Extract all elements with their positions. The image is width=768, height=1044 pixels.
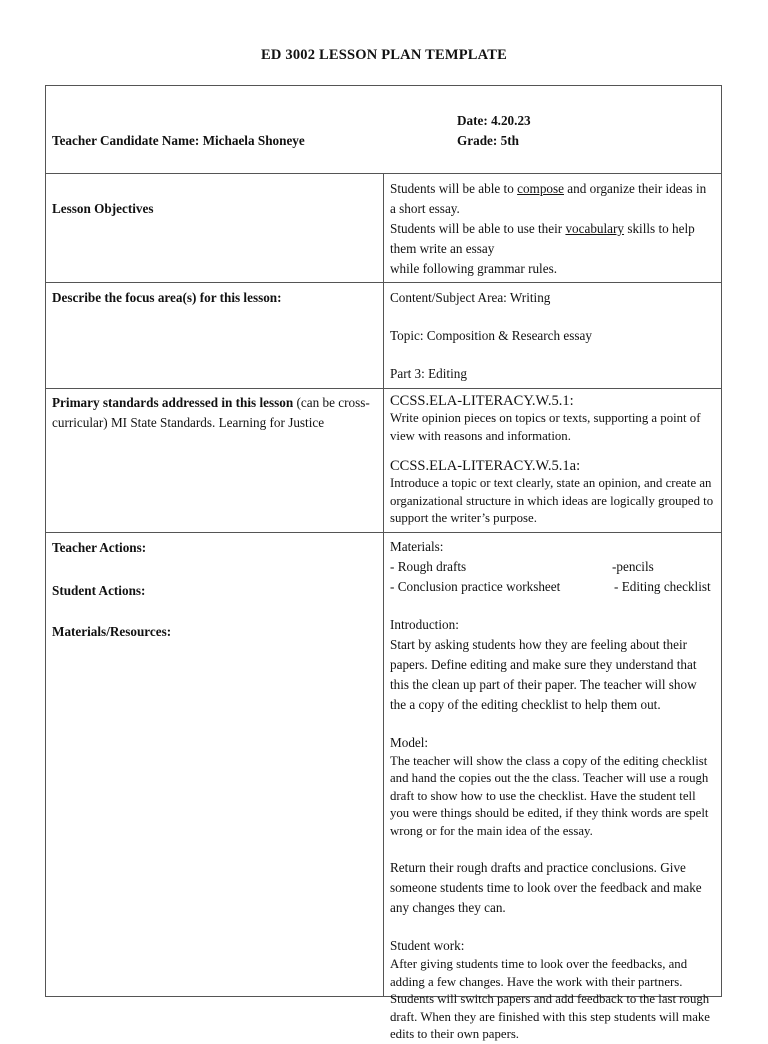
standards-value-cell (384, 389, 722, 533)
actions-value-cell (384, 532, 722, 1041)
student-actions-label: Student Actions: (52, 582, 146, 598)
date-line (457, 111, 531, 131)
standards-label: Primary standards addressed in this lesson (52, 395, 294, 410)
content-area: Content/Subject Area: Writing (390, 290, 551, 305)
focus-label: Describe the focus area(s) for this lesson: (52, 290, 282, 305)
focus-value-cell (384, 283, 722, 389)
intro-text: Start by asking students how they are feeling about their papers. Define editing and make sure they understand that this the clean up part of their paper. The teacher will show the a copy of the editing checklist to help them out. (390, 636, 697, 712)
materials-row-1 (390, 557, 715, 577)
date-label: Date: (457, 113, 488, 128)
student-work-heading: Student work: (390, 938, 465, 953)
vocabulary-word: vocabulary (565, 221, 625, 236)
compose-word: compose (517, 181, 564, 196)
materials-row-2 (390, 577, 715, 597)
material-worksheet: - Conclusion practice worksheet (390, 578, 561, 594)
document-title: ED 3002 LESSON PLAN TEMPLATE (261, 47, 507, 63)
objectives-label: Lesson Objectives (52, 201, 154, 216)
grade-value: 5th (500, 133, 519, 148)
objective-2: Students will be able to use their vocabulary skills to help them write an essay (390, 221, 695, 256)
header-cell (46, 86, 722, 174)
header-row (46, 86, 722, 174)
objective-2-cont: while following grammar rules. (390, 261, 558, 276)
objectives-value-cell (384, 174, 722, 283)
teacher-label: Teacher Candidate Name: (52, 133, 200, 148)
teacher-actions-label: Teacher Actions: (52, 539, 147, 555)
grade-line (457, 131, 519, 151)
actions-label-cell (46, 532, 384, 996)
standard-1-code: CCSS.ELA-LITERACY.W.5.1: (390, 393, 574, 409)
standards-label-cell (46, 389, 384, 533)
teacher-name-line (52, 131, 305, 151)
actions-row (46, 532, 722, 996)
teacher-name: Michaela Shoneye (202, 133, 305, 148)
standards-row (46, 389, 722, 533)
date-value: 4.20.23 (491, 113, 531, 128)
standard-2-code: CCSS.ELA-LITERACY.W.5.1a: (390, 458, 581, 474)
part: Part 3: Editing (390, 366, 467, 381)
intro-heading: Introduction: (390, 616, 459, 632)
topic: Topic: Composition & Research essay (390, 328, 592, 343)
student-work-text-1: After giving students time to look over the feedbacks, and adding a few changes. Have the work with their partners. (390, 957, 688, 989)
lesson-plan-table (45, 85, 722, 1041)
material-pencils: -pencils (612, 558, 654, 574)
model-text: The teacher will show the class a copy of the editing checklist and hand the copies out the the class. Teacher will use a rough draft to show how to use the checklist. Have the student tell you were things should be edited, if they think words are spelt wrong or for the main idea of the essay. (390, 753, 709, 838)
focus-row (46, 283, 722, 389)
focus-label-cell (46, 283, 384, 389)
objectives-label-cell (46, 174, 384, 283)
objective-1: Students will be able to compose and organize their ideas in a short essay. (390, 181, 707, 216)
return-text: Return their rough drafts and practice conclusions. Give someone students time to look over the feedback and make any changes they can. (390, 860, 702, 915)
objectives-row (46, 174, 722, 283)
materials-label: Materials/Resources: (52, 623, 172, 639)
material-checklist: - Editing checklist (614, 578, 711, 594)
materials-heading: Materials: (390, 538, 444, 554)
objectives-text (384, 174, 721, 282)
model-heading: Model: (390, 734, 429, 750)
grade-label: Grade: (457, 133, 498, 148)
student-work-text-2: Students will switch papers and add feedback to the last rough draft. When they are finished with this step students will make edits to their own papers. (390, 992, 710, 1041)
standard-1-text: Write opinion pieces on topics or texts, supporting a point of view with reasons and information. (390, 411, 701, 443)
standards-note: (can be cross-curricular) MI State Standards. Learning for Justice (52, 395, 370, 430)
material-rough-drafts: - Rough drafts (390, 558, 467, 574)
standard-2-text: Introduce a topic or text clearly, state an opinion, and create an organizational structure in which ideas are logically grouped to support the writer’s purpose. (390, 476, 714, 525)
